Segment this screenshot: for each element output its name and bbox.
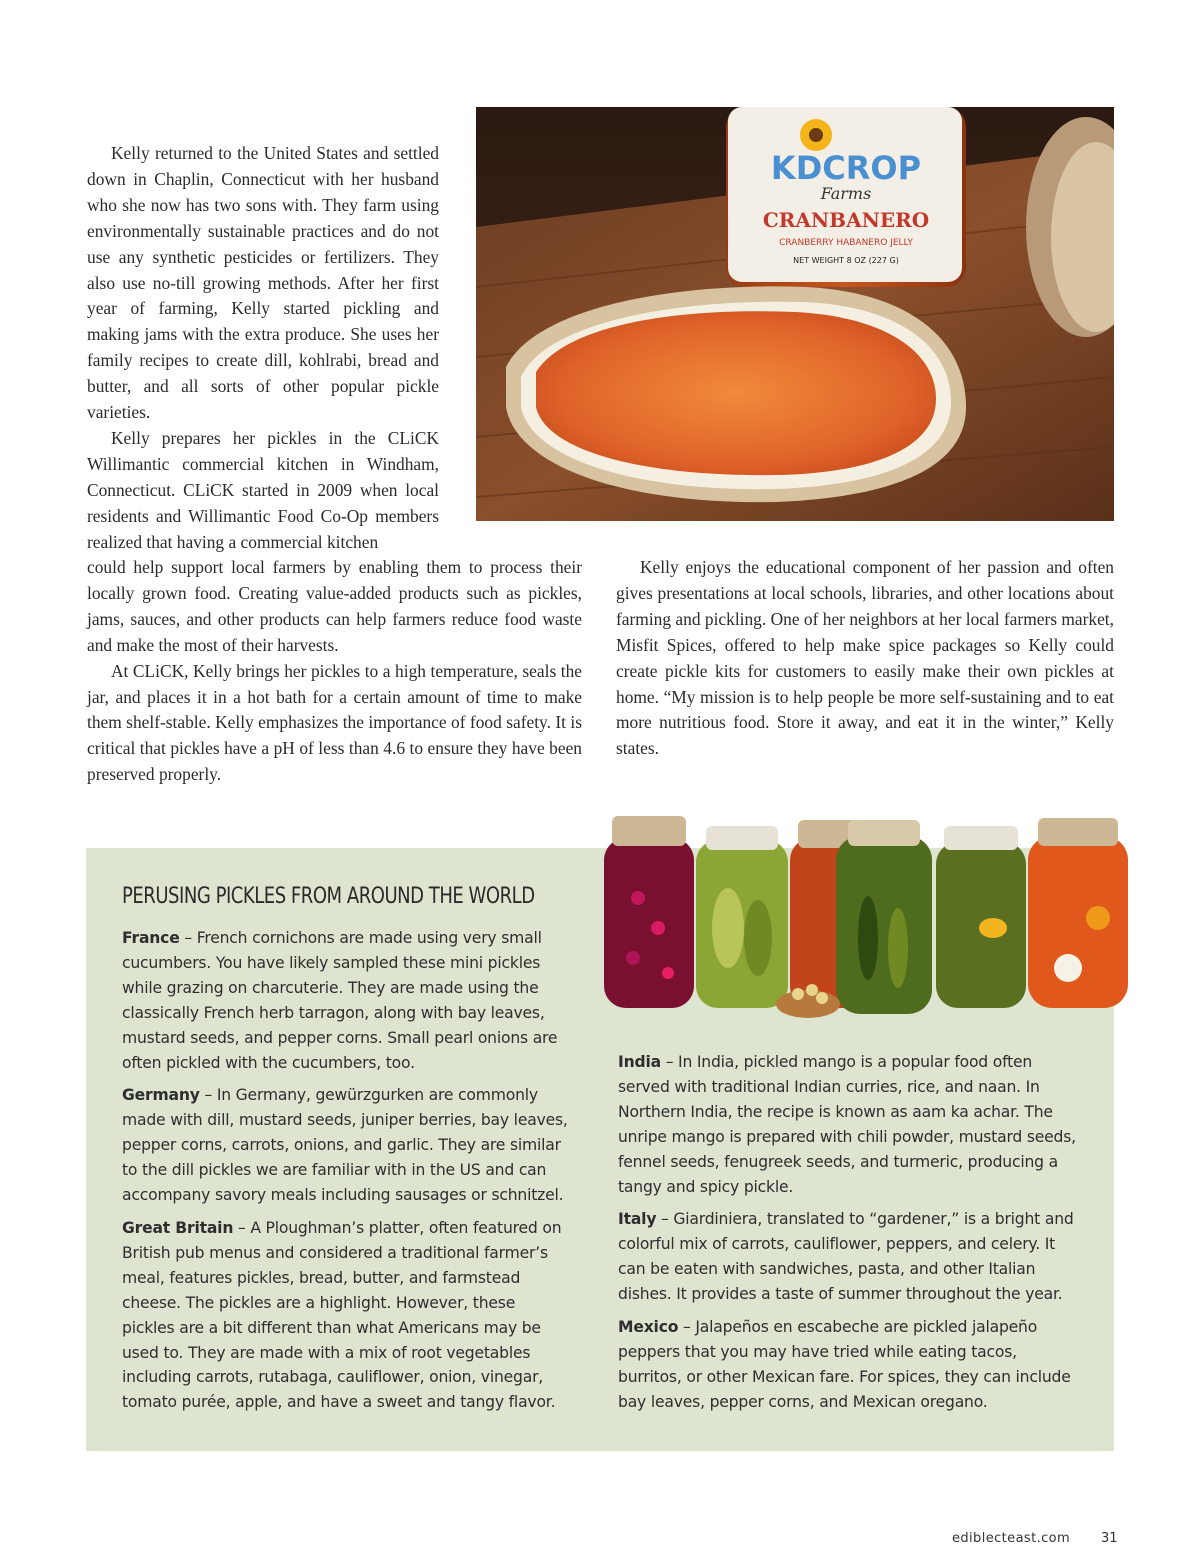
sidebar-column-right xyxy=(618,1050,1080,1423)
jar-weight-text: NET WEIGHT 8 OZ (227 G) xyxy=(793,256,899,265)
sidebar-entry-india xyxy=(618,1050,1080,1199)
sidebar-entry-mexico xyxy=(618,1315,1080,1415)
entry-text: – In India, pickled mango is a popular food often served with traditional Indian curries, rice, and naan. In Northern India, the recipe is known as aam ka achar. The unripe mango is prepared with chili powder, mustard seeds, fennel seeds, fenugreek seeds, and turmeric, producing a tangy and spicy pickle. xyxy=(618,1053,1076,1196)
article-column-left-bottom xyxy=(87,555,582,788)
country-name: France xyxy=(122,929,180,947)
sidebar-entry-great-britain xyxy=(122,1216,570,1415)
entry-text: – French cornichons are made using very small cucumbers. You have likely sampled these mini pickles while grazing on charcuterie. They are made using the classically French herb tarragon, along with bay leaves, mustard seeds, and pepper corns. Small pearl onions are often pickled with the cucumbers, too. xyxy=(122,929,558,1072)
entry-text: – A Ploughman’s platter, often featured on British pub menus and considered a traditional farmer’s meal, features pickles, bread, butter, and farmstead cheese. The pickles are a highlight. However, these pickles are a bit different than what Americans may be used to. They are made with a mix of root vegetables including carrots, rutabaga, cauliflower, onion, vinegar, tomato purée, apple, and have a sweet and tangy flavor. xyxy=(122,1218,562,1412)
page-number: 31 xyxy=(1101,1531,1118,1546)
article-paragraph: Kelly returned to the United States and settled down in Chaplin, Connecticut with her husband who she now has two sons with. They farm using environmentally sustainable practices and do not use any synthetic pesticides or fertilizers. They also use no-till growing methods. After her first year of farming, Kelly started pickling and making jams with the extra produce. She uses her family recipes to create dill, kohlrabi, bread and butter, and all sorts of other popular pickle varieties. xyxy=(87,143,439,423)
jar-product-text: CRANBANERO xyxy=(762,208,930,232)
country-name: Great Britain xyxy=(122,1218,234,1237)
sidebar-entry-italy xyxy=(618,1207,1080,1307)
jar-brand-sub-text: Farms xyxy=(820,184,872,203)
sidebar-title: PERUSING PICKLES FROM AROUND THE WORLD xyxy=(122,884,535,909)
country-name: Germany xyxy=(122,1086,200,1105)
country-name: Italy xyxy=(618,1210,657,1229)
photo-pickle-jars xyxy=(598,808,1138,1020)
article-paragraph: Kelly enjoys the educational component of her passion and often gives presentations at local schools, libraries, and other locations about farming and pickling. One of her neighbors at her local farmers market, Misfit Spices, offered to help make spice packages so Kelly could create pickle kits for customers to easily make their own pickles at home. “My mission is to help people be more self-sustaining and to eat more nutritious food. Store it away, and eat it in the winter,” Kelly states. xyxy=(616,557,1114,759)
article-column-left-top xyxy=(87,141,439,556)
article-paragraph: Kelly prepares her pickles in the CLiCK Willimantic commercial kitchen in Windham, Connecticut. CLiCK started in 2009 when local residents and Willimantic Food Co-Op members realized that having a commercial kitchen xyxy=(87,427,439,552)
photo-toast-with-jelly xyxy=(476,107,1114,521)
toast-photo-illustration xyxy=(476,107,1114,521)
sidebar-entry-france xyxy=(122,926,570,1075)
country-name: India xyxy=(618,1053,661,1071)
footer-website: ediblecteast.com xyxy=(952,1531,1071,1546)
article-paragraph-continued: could help support local farmers by enabling them to process their locally grown food. Creating value-added products such as pickles, jams, sauces, and other products can help farmers reduce food waste and make the most of their harvests. xyxy=(87,557,582,655)
entry-text: – In Germany, gewürzgurken are commonly made with dill, mustard seeds, juniper berries, bay leaves, pepper corns, carrots, onions, and garlic. They are similar to the dill pickles we are familiar with in the US and can accompany savory meals including sausages or schnitzel. xyxy=(122,1086,568,1205)
sidebar-entry-germany xyxy=(122,1083,570,1208)
article-paragraph: At CLiCK, Kelly brings her pickles to a high temperature, seals the jar, and places it in a hot bath for a certain amount of time to make them shelf-stable. Kelly emphasizes the importance of food safety. It is critical that pickles have a pH of less than 4.6 to ensure they have been preserved properly. xyxy=(87,660,582,785)
country-name: Mexico xyxy=(618,1318,679,1337)
entry-text: – Jalapeños en escabeche are pickled jalapeño peppers that you may have tried while eating tacos, burritos, or other Mexican fare. For spices, they can include bay leaves, pepper corns, and Mexican oregano. xyxy=(618,1318,1071,1411)
pickle-jars-illustration xyxy=(598,808,1138,1020)
jar-brand-text: KDCROP xyxy=(770,149,922,187)
jar-subtitle-text: CRANBERRY HABANERO JELLY xyxy=(779,238,913,248)
entry-text: – Giardiniera, translated to “gardener,” is a bright and colorful mix of carrots, cauliflower, peppers, and celery. It can be eaten with sandwiches, pasta, and other Italian dishes. It provides a taste of summer throughout the year. xyxy=(618,1210,1074,1304)
sidebar-column-left xyxy=(122,926,570,1423)
article-column-right xyxy=(616,555,1114,762)
